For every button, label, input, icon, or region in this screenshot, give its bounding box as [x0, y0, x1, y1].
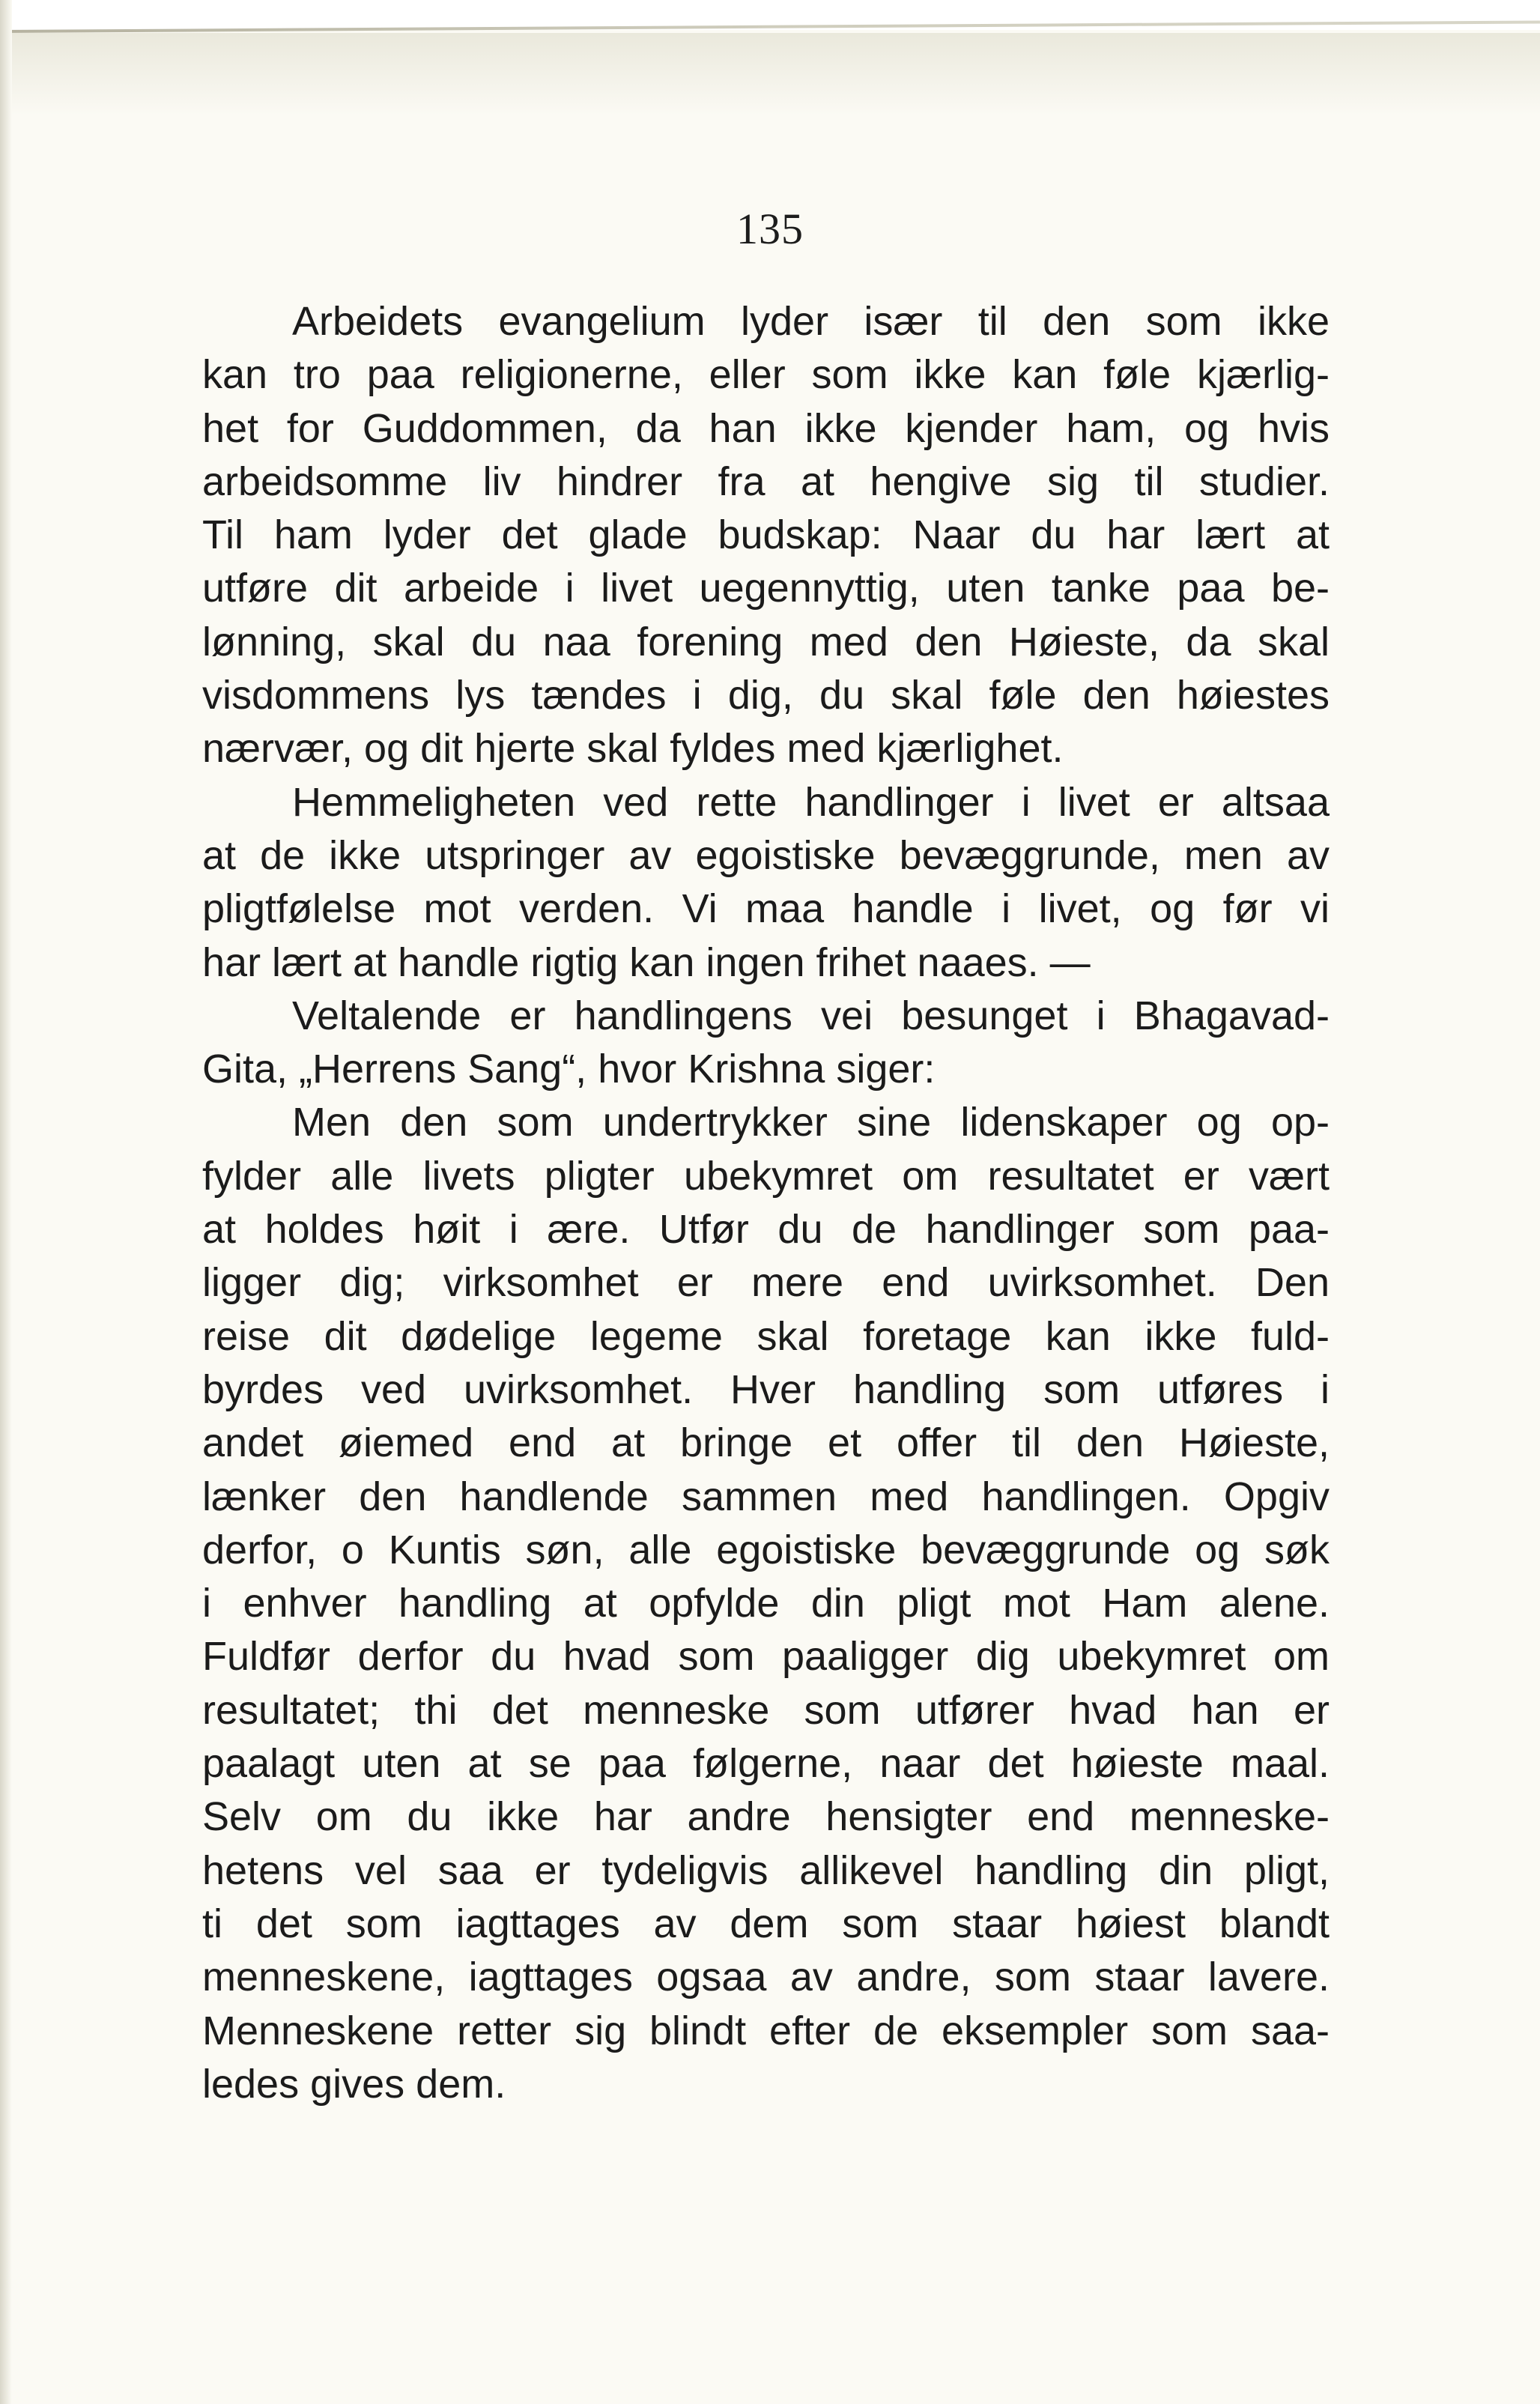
text-line: Fuldfør derfor du hvad som paaligger dig ubekymret om [202, 1634, 1330, 1680]
text-line: i enhver handling at opfylde din pligt mot Ham alene. [202, 1581, 1330, 1626]
text-line: resultatet; thi det menneske som utfører hvad han er [202, 1687, 1330, 1733]
text-line: Arbeidets evangelium lyder især til den som ikke [292, 299, 1330, 344]
text-line: andet øiemed end at bringe et offer til den Høieste, [202, 1420, 1330, 1466]
text-line: Menneskene retter sig blindt efter de eksempler som saa- [202, 2008, 1330, 2053]
page-number: 135 [736, 205, 804, 253]
text-line: arbeidsomme liv hindrer fra at hengive sig til studier. [202, 458, 1330, 504]
page-binding-edge [0, 0, 12, 2404]
text-line: het for Guddommen, da han ikke kjender ham, og hvis [202, 405, 1330, 451]
text-line: Men den som undertrykker sine lidenskaper og op- [292, 1100, 1330, 1145]
text-line: nærvær, og dit hjerte skal fyldes med kjærlighet. [202, 726, 1064, 772]
text-line: ligger dig; virksomhet er mere end uvirksomhet. Den [202, 1260, 1330, 1306]
text-line: utføre dit arbeide i livet uegennyttig, uten tanke paa be- [202, 566, 1330, 611]
text-line: ledes gives dem. [202, 2061, 506, 2107]
text-line: at holdes høit i ære. Utfør du de handlinger som paa- [202, 1207, 1330, 1253]
text-line: reise dit dødelige legeme skal foretage kan ikke fuld- [202, 1313, 1330, 1359]
text-line: lænker den handlende sammen med handlingen. Opgiv [202, 1474, 1330, 1519]
text-line: Hemmeligheten ved rette handlinger i livet er altsaa [292, 779, 1330, 825]
text-line: hetens vel saa er tydeligvis allikevel handling din pligt, [202, 1847, 1330, 1893]
text-line: har lært at handle rigtig kan ingen frihet naaes. — [202, 939, 1091, 985]
text-line: paalagt uten at se paa følgerne, naar det høieste maal. [202, 1741, 1330, 1787]
text-line: at de ikke utspringer av egoistiske bevæggrunde, men av [202, 832, 1330, 878]
text-line: Til ham lyder det glade budskap: Naar du har lært at [202, 512, 1330, 558]
text-line: menneskene, iagttages ogsaa av andre, som staar lavere. [202, 1955, 1330, 2000]
text-line: Gita, „Herrens Sang“, hvor Krishna siger: [202, 1047, 936, 1092]
text-line: fylder alle livets pligter ubekymret om resultatet er vært [202, 1153, 1330, 1199]
text-line: Veltalende er handlingens vei besunget i Bhagavad- [292, 993, 1330, 1038]
body-text [202, 295, 1330, 2111]
text-line: byrdes ved uvirksomhet. Hver handling som utføres i [202, 1366, 1330, 1412]
text-line: pligtfølelse mot verden. Vi maa handle i livet, og før vi [202, 886, 1330, 932]
text-line: derfor, o Kuntis søn, alle egoistiske bevæggrunde og søk [202, 1527, 1330, 1572]
text-line: lønning, skal du naa forening med den Høieste, da skal [202, 619, 1330, 664]
text-line: visdommens lys tændes i dig, du skal føle den høiestes [202, 673, 1330, 718]
page-shadow [0, 33, 1540, 115]
text-line: kan tro paa religionerne, eller som ikke kan føle kjærlig- [202, 352, 1330, 398]
text-line: Selv om du ikke har andre hensigter end menneske- [202, 1794, 1330, 1840]
text-line: ti det som iagttages av dem som staar høiest blandt [202, 1901, 1330, 1946]
